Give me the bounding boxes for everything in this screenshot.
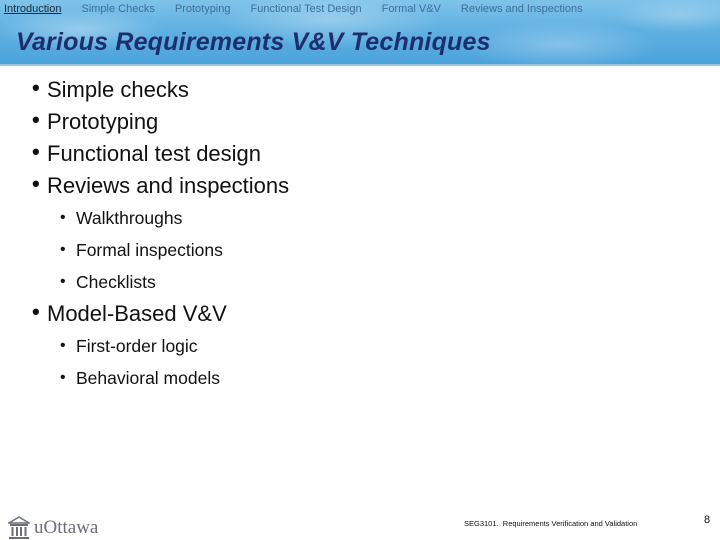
nav-link-reviews-inspections[interactable]: Reviews and Inspections [460,3,583,15]
bullet-text: Reviews and inspections [47,173,290,198]
slide-body [32,74,692,394]
sub-bullet-item [32,330,692,362]
sub-bullet-text: Formal inspections [76,240,223,260]
course-label: SEG3101. Requirements Verification and Validation [464,519,638,528]
bullet-item [32,106,692,138]
sub-bullet-text: Behavioral models [76,368,220,388]
sub-bullet-icon: • [60,369,66,386]
building-icon [8,516,30,540]
sub-bullet-item [32,362,692,394]
sub-bullet-item [32,234,692,266]
sub-bullet-text: Walkthroughs [76,208,183,228]
sub-bullet-item [32,266,692,298]
sub-bullet-icon: • [60,337,66,354]
section-nav [4,3,603,19]
bullet-item [32,170,692,202]
nav-link-simple-checks[interactable]: Simple Checks [81,3,155,15]
slide-title: Various Requirements V&V Techniques [16,28,491,56]
logo-text: uOttawa [34,517,99,538]
slide-header [0,0,720,66]
sub-bullet-text: First-order logic [76,336,198,356]
bullet-icon: • [32,107,40,132]
bullet-item [32,298,692,330]
bullet-item [32,138,692,170]
bullet-icon: • [32,299,40,324]
sub-bullet-item [32,202,692,234]
bullet-icon: • [32,171,40,196]
page-number: 8 [704,514,711,526]
sub-bullet-icon: • [60,241,66,258]
sub-bullet-icon: • [60,209,66,226]
header-divider [0,64,720,66]
bullet-text: Prototyping [47,109,159,134]
slide-footer [0,506,720,540]
bullet-text: Simple checks [47,77,189,102]
bullet-text: Functional test design [47,141,262,166]
bullet-text: Model-Based V&V [47,301,227,326]
sub-bullet-text: Checklists [76,272,156,292]
bullet-icon: • [32,75,40,100]
nav-link-introduction[interactable]: Introduction [4,3,62,15]
university-logo [8,510,98,540]
bullet-icon: • [32,139,40,164]
bullet-item [32,74,692,106]
nav-link-prototyping[interactable]: Prototyping [174,3,231,15]
sub-bullet-icon: • [60,273,66,290]
nav-link-functional-test-design[interactable]: Functional Test Design [250,3,362,15]
nav-link-formal-vv[interactable]: Formal V&V [381,3,441,15]
